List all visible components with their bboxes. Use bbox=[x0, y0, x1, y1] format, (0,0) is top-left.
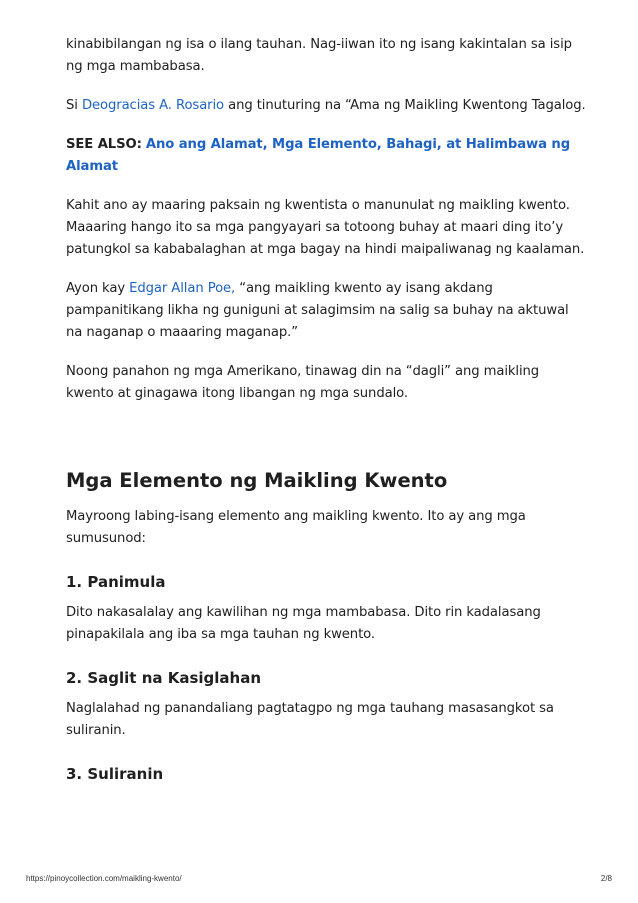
paragraph bbox=[66, 95, 586, 117]
section-heading: Mga Elemento ng Maikling Kwento bbox=[66, 469, 448, 492]
footer-url: https://pinoycollection.com/maikling-kwento/ bbox=[26, 874, 182, 883]
element-text-saglit-na-kasiglahan: Naglalahad ng panandaliang pagtatagpo ng mga tauhang masasangkot sa suliranin. bbox=[66, 701, 554, 738]
element-heading-suliranin: 3. Suliranin bbox=[66, 765, 164, 783]
text-span: Ayon kay bbox=[66, 281, 130, 296]
paragraph bbox=[66, 278, 586, 344]
see-also-label: SEE ALSO: bbox=[66, 137, 142, 152]
text-span: “ang maikling kwento ay isang akdang pampanitikang likha ng guniguni at salagimsim na salig sa buhay na aktuwal na naganap o maaaring maganap.” bbox=[66, 281, 569, 340]
page-number: 2/8 bbox=[600, 874, 612, 883]
link-deogracias-rosario[interactable]: Deogracias A. Rosario bbox=[81, 98, 225, 113]
element-heading-saglit-na-kasiglahan: 2. Saglit na Kasiglahan bbox=[66, 669, 262, 687]
element-heading-panimula: 1. Panimula bbox=[66, 573, 166, 591]
text-span: ang tinuturing na “Ama ng Maikling Kwentong Tagalog. bbox=[224, 98, 586, 113]
paragraph: Kahit ano ay maaring paksain ng kwentista o manunulat ng maikling kwento. Maaaring hango ito sa mga pangyayari sa totoong buhay at maari ding ito’y patungkol sa kababalaghan at mga bagay na hindi maipaliwanag ng kaalaman. bbox=[66, 198, 585, 257]
article-content bbox=[66, 34, 586, 794]
element-text-panimula: Dito nakasalalay ang kawilihan ng mga mambabasa. Dito rin kadalasang pinapakilala ang iba sa mga tauhan ng kwento. bbox=[66, 605, 541, 642]
see-also bbox=[66, 134, 586, 178]
page-footer bbox=[26, 874, 612, 888]
link-edgar-allan-poe[interactable]: Edgar Allan Poe, bbox=[129, 281, 236, 296]
see-also-link[interactable]: Ano ang Alamat, Mga Elemento, Bahagi, at Halimbawa ng Alamat bbox=[66, 137, 571, 174]
paragraph: Noong panahon ng mga Amerikano, tinawag din na “dagli” ang maikling kwento at ginagawa itong libangan ng mga sundalo. bbox=[66, 364, 540, 401]
paragraph: kinabibilangan ng isa o ilang tauhan. Nag-iiwan ito ng isang kakintalan sa isip ng mga mambabasa. bbox=[66, 37, 572, 74]
section-intro: Mayroong labing-isang elemento ang maikling kwento. Ito ay ang mga sumusunod: bbox=[66, 509, 526, 546]
text-span: Si bbox=[66, 98, 82, 113]
